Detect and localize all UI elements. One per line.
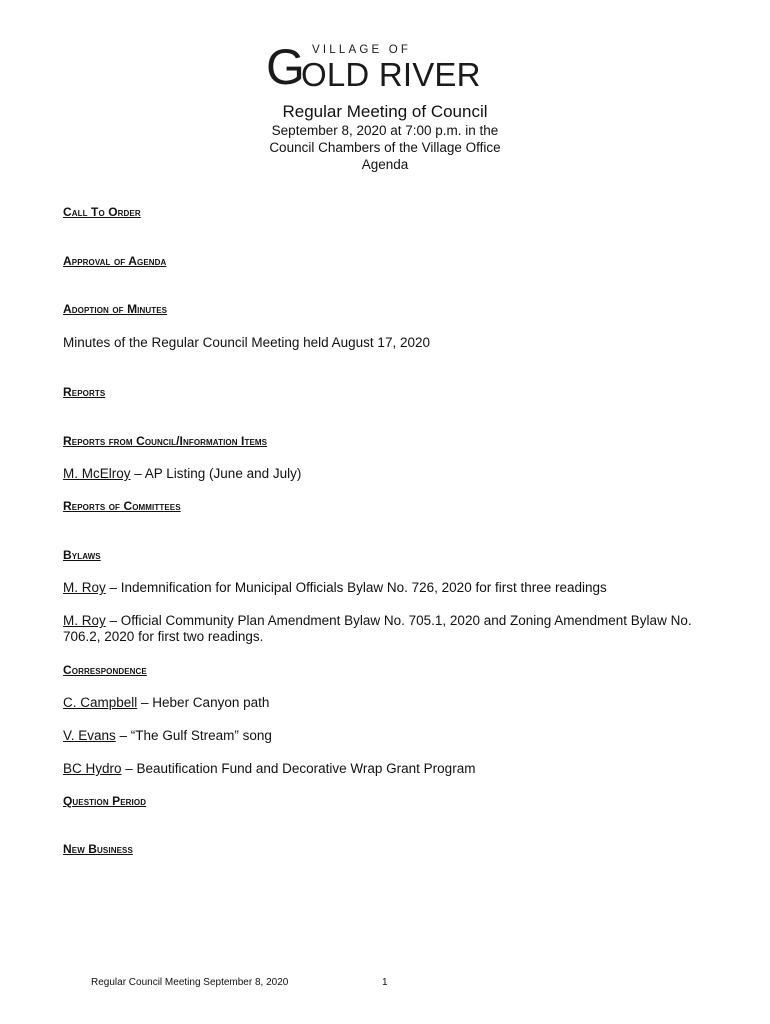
presenter-name: M. Roy <box>63 613 106 628</box>
heading-reports: Reports <box>63 385 106 399</box>
item-text: – “The Gulf Stream” song <box>115 728 272 743</box>
item-text: – Heber Canyon path <box>137 695 270 710</box>
item-text: – Official Community Plan Amendment Bylaw No. 705.1, 2020 and Zoning Amendment Bylaw No. 706.2, 2020 for first two readings. <box>63 613 692 644</box>
sender-name: BC Hydro <box>63 761 122 776</box>
logo-initial: G <box>266 39 305 95</box>
document-title: Regular Meeting of Council <box>282 102 488 121</box>
heading-reports-from-council: Reports from Council/Information Items <box>63 434 268 448</box>
heading-question-period: Question Period <box>63 794 147 808</box>
heading-approval-of-agenda: Approval of Agenda <box>63 254 167 268</box>
logo-village-text: VILLAGE OF <box>312 44 412 56</box>
meeting-location: Council Chambers of the Village Office <box>269 140 501 155</box>
footer-label: Regular Council Meeting September 8, 2020 <box>91 977 289 988</box>
agenda-label: Agenda <box>361 157 409 172</box>
village-logo <box>266 39 496 95</box>
presenter-name: M. McElroy <box>63 466 131 481</box>
logo-name-text: OLD RIVER <box>301 56 481 93</box>
sender-name: C. Campbell <box>63 695 138 710</box>
item-text: – Beautification Fund and Decorative Wrap Grant Program <box>121 761 476 776</box>
heading-reports-of-committees: Reports of Committees <box>63 499 181 513</box>
agenda-item-bylaw-705 <box>63 613 693 645</box>
page-number: 1 <box>382 977 388 988</box>
heading-call-to-order: Call To Order <box>63 205 141 219</box>
minutes-item: Minutes of the Regular Council Meeting held August 17, 2020 <box>63 335 430 350</box>
heading-adoption-of-minutes: Adoption of Minutes <box>63 302 168 316</box>
agenda-item-evans <box>63 728 703 744</box>
agenda-item-ap-listing <box>63 466 703 482</box>
heading-correspondence: Correspondence <box>63 663 147 677</box>
sender-name: V. Evans <box>63 728 116 743</box>
heading-new-business: New Business <box>63 842 133 856</box>
agenda-item-bc-hydro <box>63 761 703 777</box>
item-text: – AP Listing (June and July) <box>130 466 302 481</box>
presenter-name: M. Roy <box>63 580 106 595</box>
heading-bylaws: Bylaws <box>63 548 101 562</box>
agenda-item-campbell <box>63 695 703 711</box>
meeting-datetime: September 8, 2020 at 7:00 p.m. in the <box>271 123 499 138</box>
agenda-item-bylaw-726 <box>63 580 703 596</box>
item-text: – Indemnification for Municipal Officials Bylaw No. 726, 2020 for first three readings <box>105 580 607 595</box>
